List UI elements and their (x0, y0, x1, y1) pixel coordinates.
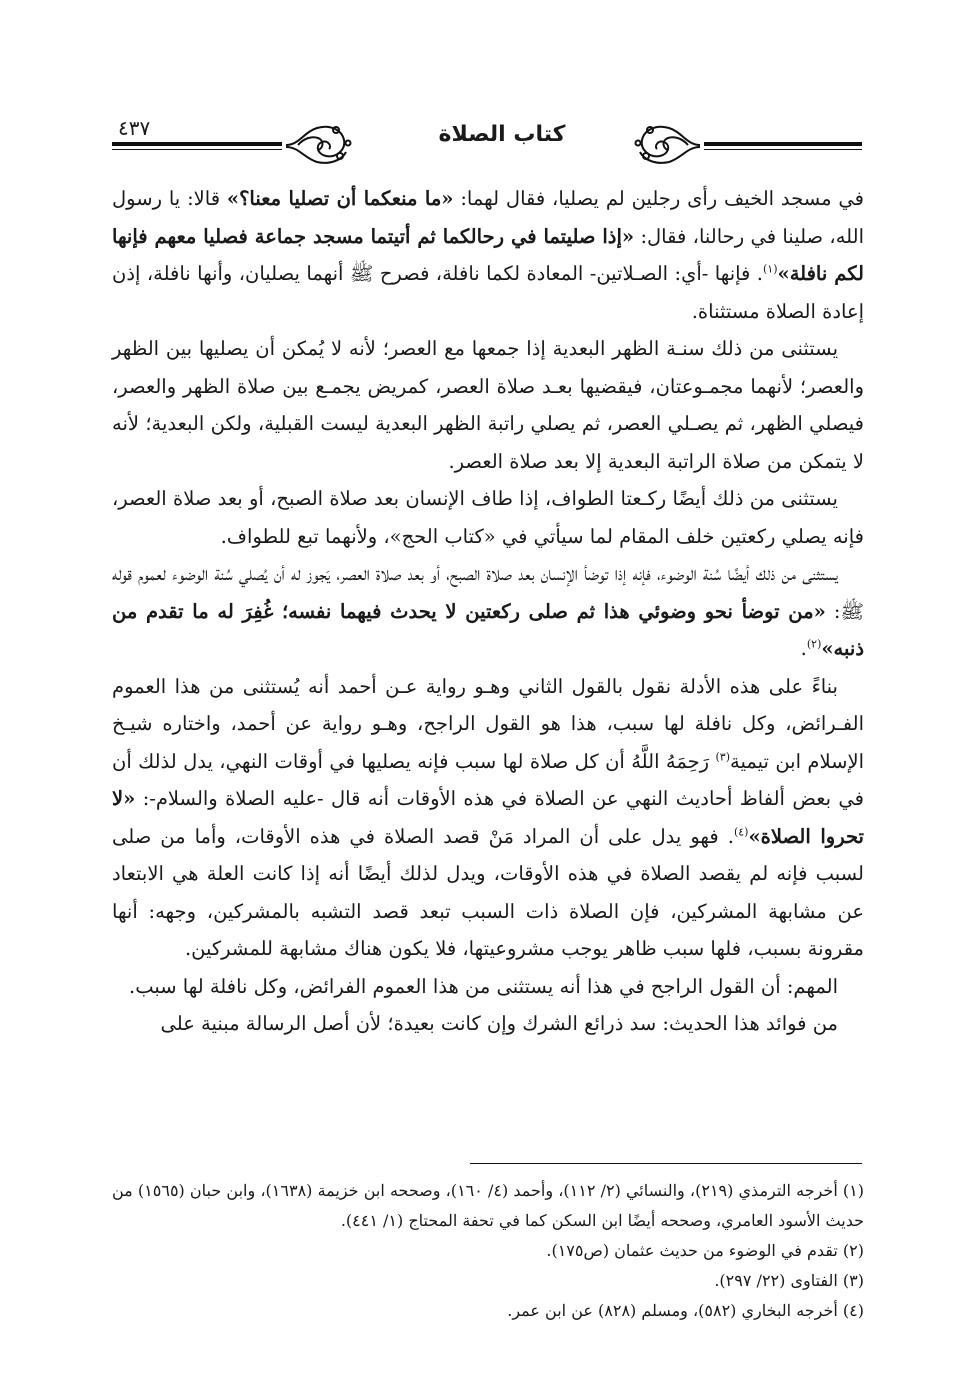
paragraph (112, 555, 864, 668)
hadith-quote: «من توضأ نحو وضوئي هذا ثم صلى ركعتين لا يحدث فيهما نفسه؛ غُفِرَ له ما تقدم من ذنبه» (112, 599, 864, 660)
text-segment: يستثنى من ذلك سنـة الظهر البعدية إذا جمعها مع العصر؛ لأنه لا يُمكن أن يصليها بين الظهر والعصر؛ لأنهما مجمـوعتان، فيقضيها بعـد صلاة العصر، كمريض يجمـع بين صلاة الظهر والعصر، فيصلي الظهر، ثم يصـلي العصر، ثم يصلي راتبة الظهر البعدية ليست القبلية، ولكن البعدية؛ لأنه لا يتمكن من صلاة الراتبة البعدية إلا بعد صلاة العصر. (112, 337, 864, 473)
footnote-marker: (٤) (733, 825, 749, 838)
header-rule-left-thick (112, 142, 282, 146)
text-segment: يستثنى من ذلك أيضًا سُنة الوضوء، فإنه إذا توضأ الإنسان بعد صلاة الصبح، أو بعد صلاة العصر، يَجوز له أن يُصلي سُنة الوضوء لعموم قوله ﷺ: (112, 562, 864, 623)
paragraph (112, 330, 864, 480)
footnotes (112, 1176, 864, 1326)
text-segment: يستثنى من ذلك أيضًا ركـعتا الطواف، إذا طاف الإنسان بعد صلاة الصبح، أو بعد صلاة العصر، فإنه يصلي ركعتين خلف المقام لما سيأتي في «كتاب الحج»، ولأنهما تبع للطواف. (112, 487, 864, 548)
arabesque-ornament-icon (284, 118, 354, 166)
header-rule-right-thick (704, 142, 862, 146)
footnote: (١) أخرجه الترمذي (٢١٩)، والنسائي (٢/ ١١٢)، وأحمد (٤/ ١٦٠)، وصححه ابن خزيمة (١٦٣٨)، وابن حبان (١٥٦٥) من حديث الأسود العامري، وصححه أيضًا ابن السكن كما في تحفة المحتاج (١/ ٤٤١). (112, 1181, 865, 1230)
footnote-separator (470, 1163, 862, 1164)
text-segment: في مسجد الخيف رأى رجلين لم يصليا، فقال لهما: (453, 187, 864, 210)
hadith-quote: «إذا صليتما في رحالكما ثم أتيتما مسجد جماعة فصليا معهم فإنها لكم نافلة» (112, 224, 864, 285)
text-segment: قالا: يا رسول الله، صلينا في رحالنا، فقال: (112, 187, 864, 248)
footnote-marker: (٣) (715, 750, 730, 763)
text-segment: رَحِمَهُ اللَّهُ أن كل صلاة لها سبب فإنه يصليها في أوقات النهي، يدل لذلك أن في بعض ألفاظ أحاديث النهي عن الصلاة في هذه الأوقات أنه قال -عليه الصلاة والسلام-: (112, 749, 864, 810)
page-number: ٤٣٧ (118, 116, 151, 140)
paragraph (112, 968, 864, 1006)
text-segment: من فوائد هذا الحديث: سد ذرائع الشرك وإن كانت بعيدة؛ لأن أصل الرسالة مبنية على (160, 1012, 838, 1035)
hadith-quote: «لا تحروا الصلاة» (112, 787, 864, 848)
footnote-marker: (١) (763, 262, 778, 276)
arabesque-ornament-icon (632, 118, 702, 166)
text-segment: بناءً على هذه الأدلة نقول بالقول الثاني وهـو رواية عـن أحمد أنه يُستثنى من هذا العموم الفـرائض، وكل نافلة لها سبب، هذا هو القول الراجح، وهـو رواية عن أحمد، واختاره شيـخ الإسلام ابن تيمية (112, 674, 864, 773)
footnote: (٣) الفتاوى (٢٢/ ٢٩٧). (714, 1271, 864, 1290)
footnote: (٤) أخرجه البخاري (٥٨٢)، ومسلم (٨٢٨) عن ابن عمر. (507, 1301, 864, 1320)
hadith-quote: «ما منعكما أن تصليا معنا؟» (226, 187, 454, 210)
text-segment: المهم: أن القول الراجح في هذا أنه يستثنى من هذا العموم الفرائض، وكل نافلة لها سبب. (129, 974, 838, 998)
paragraph (112, 1005, 864, 1043)
header-rule-left-thin (112, 149, 282, 150)
paragraph (112, 668, 864, 968)
page-header (112, 118, 862, 168)
running-title: كتاب الصلاة (438, 122, 566, 147)
text-segment: . فهو يدل على أن المراد مَنْ قصد الصلاة في هذه الأوقات، وأما من صلى لسبب فإنه لم يقصد الصلاة في هذه الأوقات، ويدل لذلك أيضًا أنه إذا كانت العلة هي الابتعاد عن مشابهة المشركين، فإن الصلاة ذات السبب تبعد قصد التشبه بالمشركين، وجهه: أنها مقرونة بسبب، فلها سبب ظاهر يوجب مشروعيتها، فلا يكون هناك مشابهة للمشركين. (112, 824, 864, 960)
header-rule-right-thin (704, 149, 862, 150)
text-segment: . فإنها -أي: الصـلاتين- المعادة لكما نافلة، فصرح ﷺ أنهما يصليان، وأنها نافلة، إذن إعادة الصلاة مستثناة. (112, 262, 864, 323)
paragraph (112, 480, 864, 555)
main-text (112, 180, 864, 1043)
text-segment: . (800, 637, 807, 660)
paragraph (112, 180, 864, 330)
footnote-marker: (٢) (806, 637, 822, 651)
footnote: (٢) تقدم في الوضوء من حديث عثمان (ص١٧٥). (546, 1241, 864, 1260)
